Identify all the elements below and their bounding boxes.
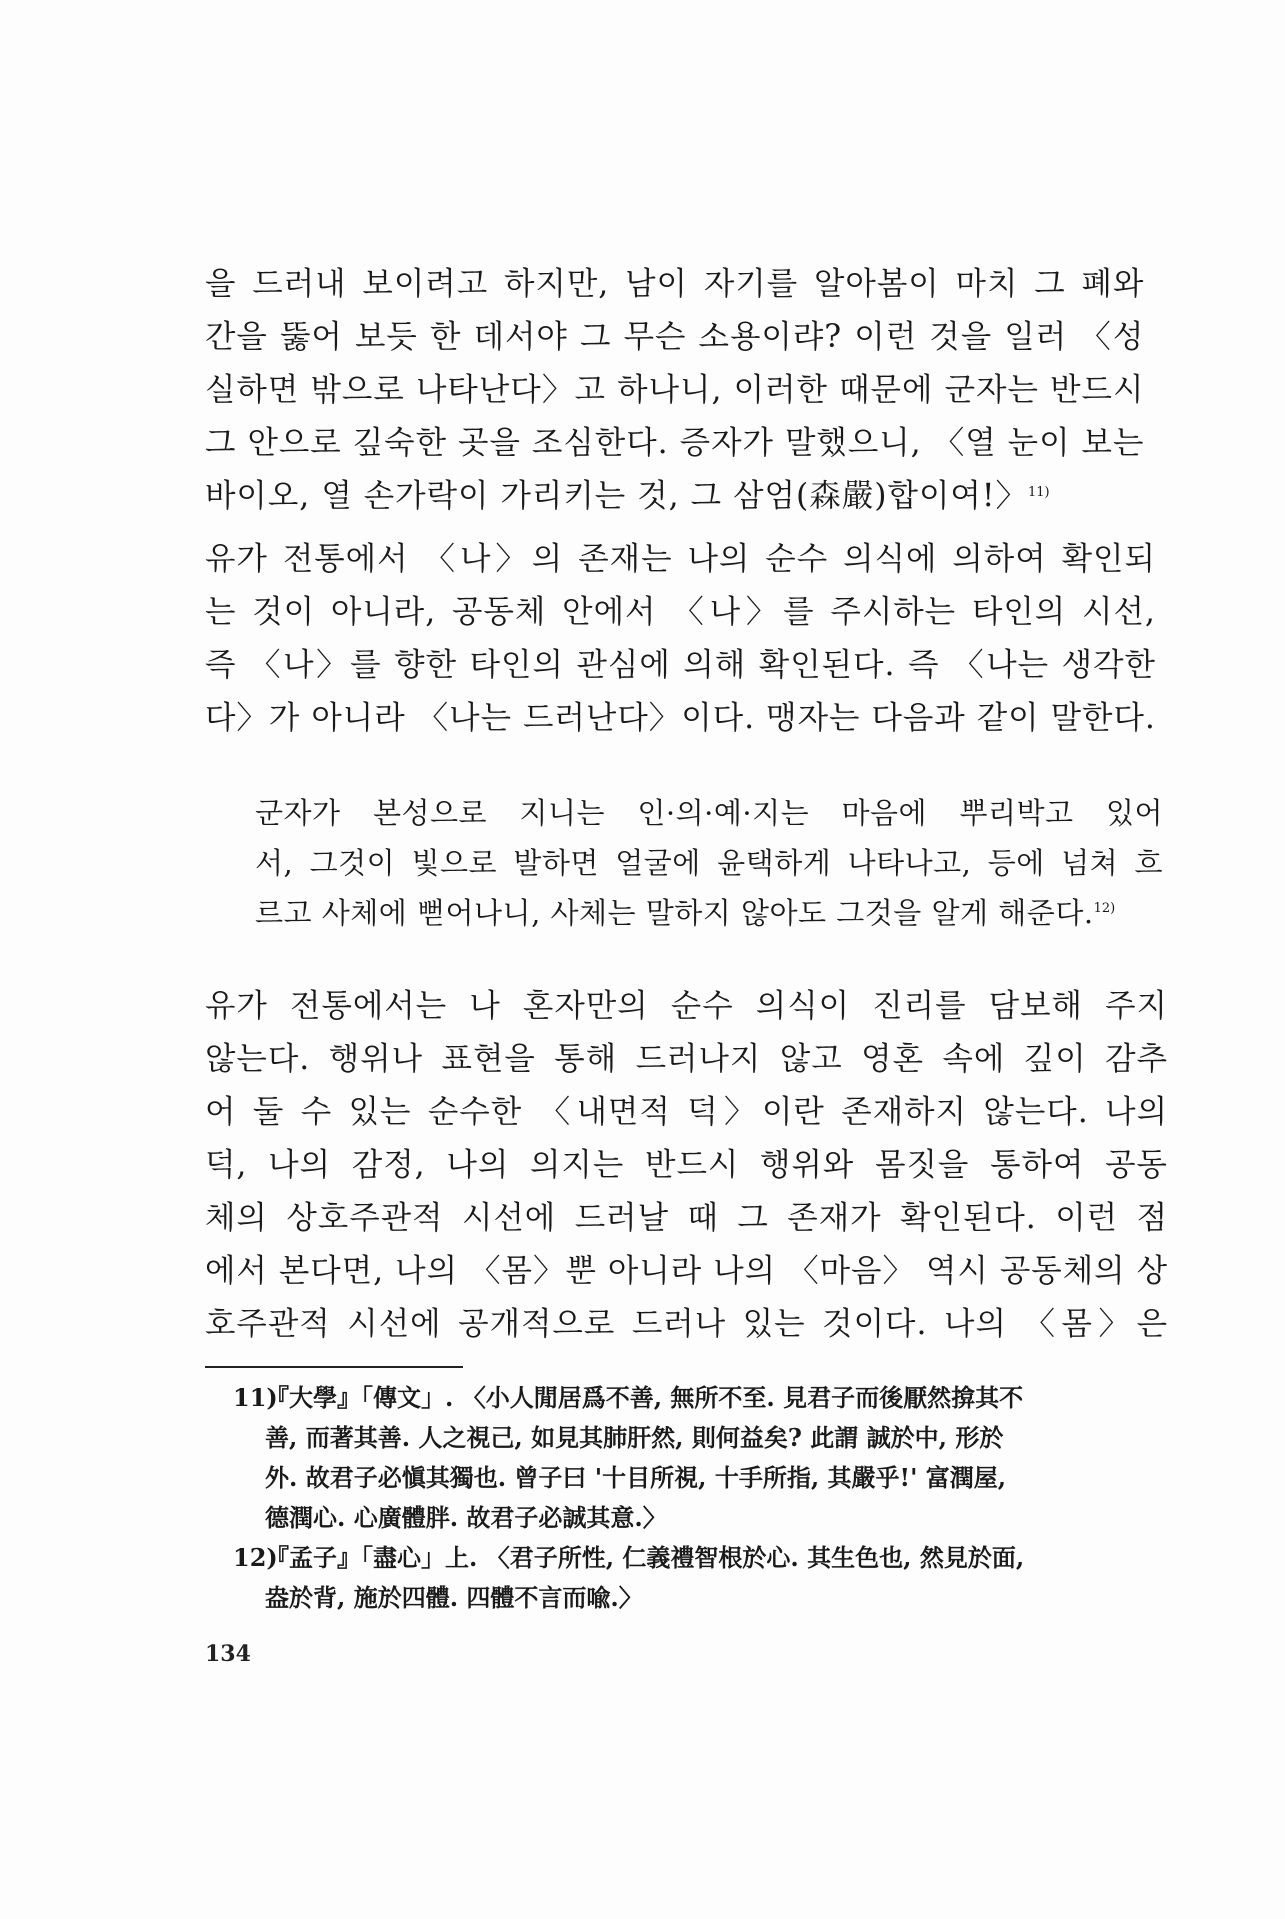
footnote-line: 善, 而著其善. 人之視己, 如見其肺肝然, 則何益矣? 此謂 誠於中, 形於 (265, 1423, 1004, 1452)
text-line: 간을 뚫어 보듯 한 데서야 그 무슨 소용이랴? 이런 것을 일러 〈성 (205, 319, 1145, 355)
paragraph-1 (205, 258, 1144, 523)
paragraph-3 (205, 980, 1168, 1351)
text-line: 어 둘 수 있는 순수한 〈내면적 덕〉이란 존재하지 않는다. 나의 (205, 1094, 1168, 1130)
footnote-number: 12) (233, 1543, 278, 1572)
footnote-line: 德潤心. 心廣體胖. 故君子必誠其意.〉 (265, 1503, 667, 1532)
text-line: 즉 〈나〉를 향한 타인의 관심에 의해 확인된다. 즉 〈나는 생각한 (205, 647, 1156, 683)
text-line: 그 안으로 깊숙한 곳을 조심한다. 증자가 말했으니, 〈열 눈이 보는 (205, 425, 1145, 461)
quote-line: 서, 그것이 빛으로 발하면 얼굴에 윤택하게 나타나고, 등에 넘쳐 흐 (255, 846, 1163, 880)
footnote-ref-11[interactable]: 11) (1028, 485, 1050, 500)
text-line: 않는다. 행위나 표현을 통해 드러나지 않고 영혼 속에 깊이 감추 (205, 1041, 1168, 1077)
quote-line (255, 888, 1163, 938)
footnote-line: 盎於背, 施於四體. 四體不言而喩.〉 (265, 1583, 643, 1612)
footnote-divider (205, 1366, 463, 1368)
text-line: 체의 상호주관적 시선에 드러날 때 그 존재가 확인된다. 이런 점 (205, 1200, 1168, 1236)
quote-line: 군자가 본성으로 지니는 인·의·예·지는 마음에 뿌리박고 있어 (255, 796, 1163, 830)
text-line: 다〉가 아니라 〈나는 드러난다〉이다. 맹자는 다음과 같이 말한다. (205, 700, 1156, 736)
text-line (205, 470, 1144, 523)
page-number: 134 (205, 1641, 251, 1667)
text-line: 을 드러내 보이려고 하지만, 남이 자기를 알아봄이 마치 그 폐와 (205, 266, 1145, 302)
footnote-number: 11) (233, 1383, 278, 1412)
text-line: 유가 전통에서 〈나〉의 존재는 나의 순수 의식에 의하여 확인되 (205, 541, 1156, 577)
quote-line-content: 르고 사체에 뻗어나니, 사체는 말하지 않아도 그것을 알게 해준다. (255, 896, 1094, 930)
paragraph-2 (205, 533, 1156, 745)
text-line: 덕, 나의 감정, 나의 의지는 반드시 행위와 몸짓을 통하여 공동 (205, 1147, 1168, 1183)
footnote-12 (205, 1538, 1163, 1618)
text-line: 에서 본다면, 나의 〈몸〉뿐 아니라 나의 〈마음〉 역시 공동체의 상 (205, 1253, 1168, 1289)
text-line: 유가 전통에서는 나 혼자만의 순수 의식이 진리를 담보해 주지 (205, 988, 1168, 1024)
block-quote (255, 788, 1163, 938)
footnote-line: 『大學』「傳文」. 〈小人閒居爲不善, 無所不至. 見君子而後厭然揜其不 (265, 1383, 1024, 1412)
footnote-11 (205, 1378, 1163, 1538)
footnote-ref-12[interactable]: 12) (1093, 901, 1116, 916)
text-line: 는 것이 아니라, 공동체 안에서 〈나〉를 주시하는 타인의 시선, (205, 594, 1156, 630)
text-line: 호주관적 시선에 공개적으로 드러나 있는 것이다. 나의 〈몸〉은 (205, 1306, 1168, 1342)
text-line: 실하면 밖으로 나타난다〉고 하나니, 이러한 때문에 군자는 반드시 (205, 372, 1145, 408)
footnotes (205, 1378, 1163, 1618)
text-line-content: 바이오, 열 손가락이 가리키는 것, 그 삼엄(森嚴)합이여!〉 (205, 478, 1028, 514)
footnote-line: 『孟子』「盡心」上. 〈君子所性, 仁義禮智根於心. 其生色也, 然見於面, (265, 1543, 1025, 1572)
footnote-line: 外. 故君子必愼其獨也. 曾子曰 '十目所視, 十手所指, 其嚴乎!' 富潤屋, (265, 1463, 1007, 1492)
